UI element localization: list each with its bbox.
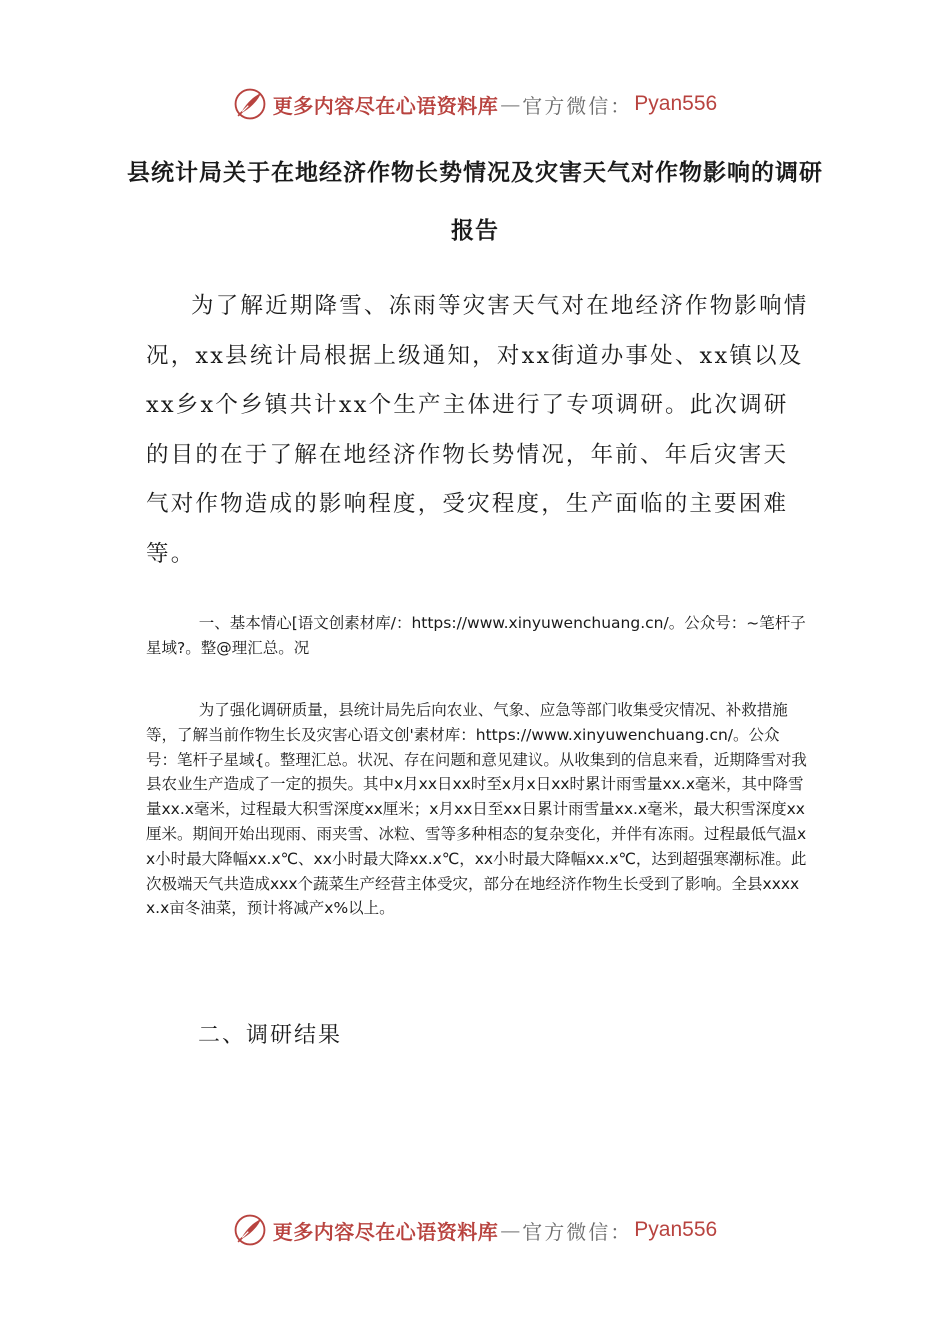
watermark-dash: — xyxy=(500,92,521,116)
watermark-brand: 更多内容尽在心语资料库 xyxy=(272,1219,499,1244)
watermark-dash: — xyxy=(500,1218,521,1242)
section-1-heading: 一、基本情心[语文创素材库/：https://www.xinyuwenchuang.cn/。公众号：~笔杆子星域?。整@理汇总。况 xyxy=(146,614,806,657)
footer-watermark xyxy=(0,1210,950,1250)
watermark-wechat-id: Pyan556 xyxy=(634,92,718,115)
section-2-heading: 二、调研结果 xyxy=(198,1023,343,1048)
watermark-wechat-id: Pyan556 xyxy=(634,1218,718,1241)
header-watermark xyxy=(0,84,950,124)
body-paragraph: 为了强化调研质量，县统计局先后向农业、气象、应急等部门收集受灾情况、补救措施等，了解当前作物生长及灾害心语文创'素材库：https://www.xinyuwenchuang.cn/。公众号：笔杆子星域{。整理汇总。状况、存在问题和意见建议。从收集到的信息来看，近期降雪对我县农业生产造成了一定的损失。其中x月xx日xx时至x月x日xx时累计雨雪量xx.x毫米，其中降雪量xx.x毫米，过程最大积雪深度xx厘米；x月xx日至xx日累计雨雪量xx.x毫米，最大积雪深度xx厘米。期间开始出现雨、雨夹雪、冰粒、雪等多种相态的复杂变化，并伴有冻雨。过程最低气温xx小时最大降幅xx.x℃、xx小时最大降xx.x℃，xx小时最大降幅xx.x℃，达到超强寒潮标准。此次极端天气共造成xxx个蔬菜生产经营主体受灾，部分在地经济作物生长受到了影响。全县xxxxx.x亩冬油菜，预计将减产x%以上。 xyxy=(146,701,807,918)
quill-pen-icon xyxy=(233,1213,267,1247)
watermark-brand: 更多内容尽在心语资料库 xyxy=(272,93,499,118)
watermark-official-label: 官方微信： xyxy=(522,1219,633,1244)
document-title: 县统计局关于在地经济作物长势情况及灾害天气对作物影响的调研报告 xyxy=(127,160,823,244)
quill-pen-icon xyxy=(233,87,267,121)
intro-paragraph: 为了解近期降雪、冻雨等灾害天气对在地经济作物影响情况，xx县统计局根据上级通知，对xx街道办事处、xx镇以及xx乡x个乡镇共计xx个生产主体进行了专项调研。此次调研的目的在于了解在地经济作物长势情况，年前、年后灾害天气对作物造成的影响程度，受灾程度，生产面临的主要困难等。 xyxy=(146,293,809,567)
watermark-official-label: 官方微信： xyxy=(522,93,633,118)
